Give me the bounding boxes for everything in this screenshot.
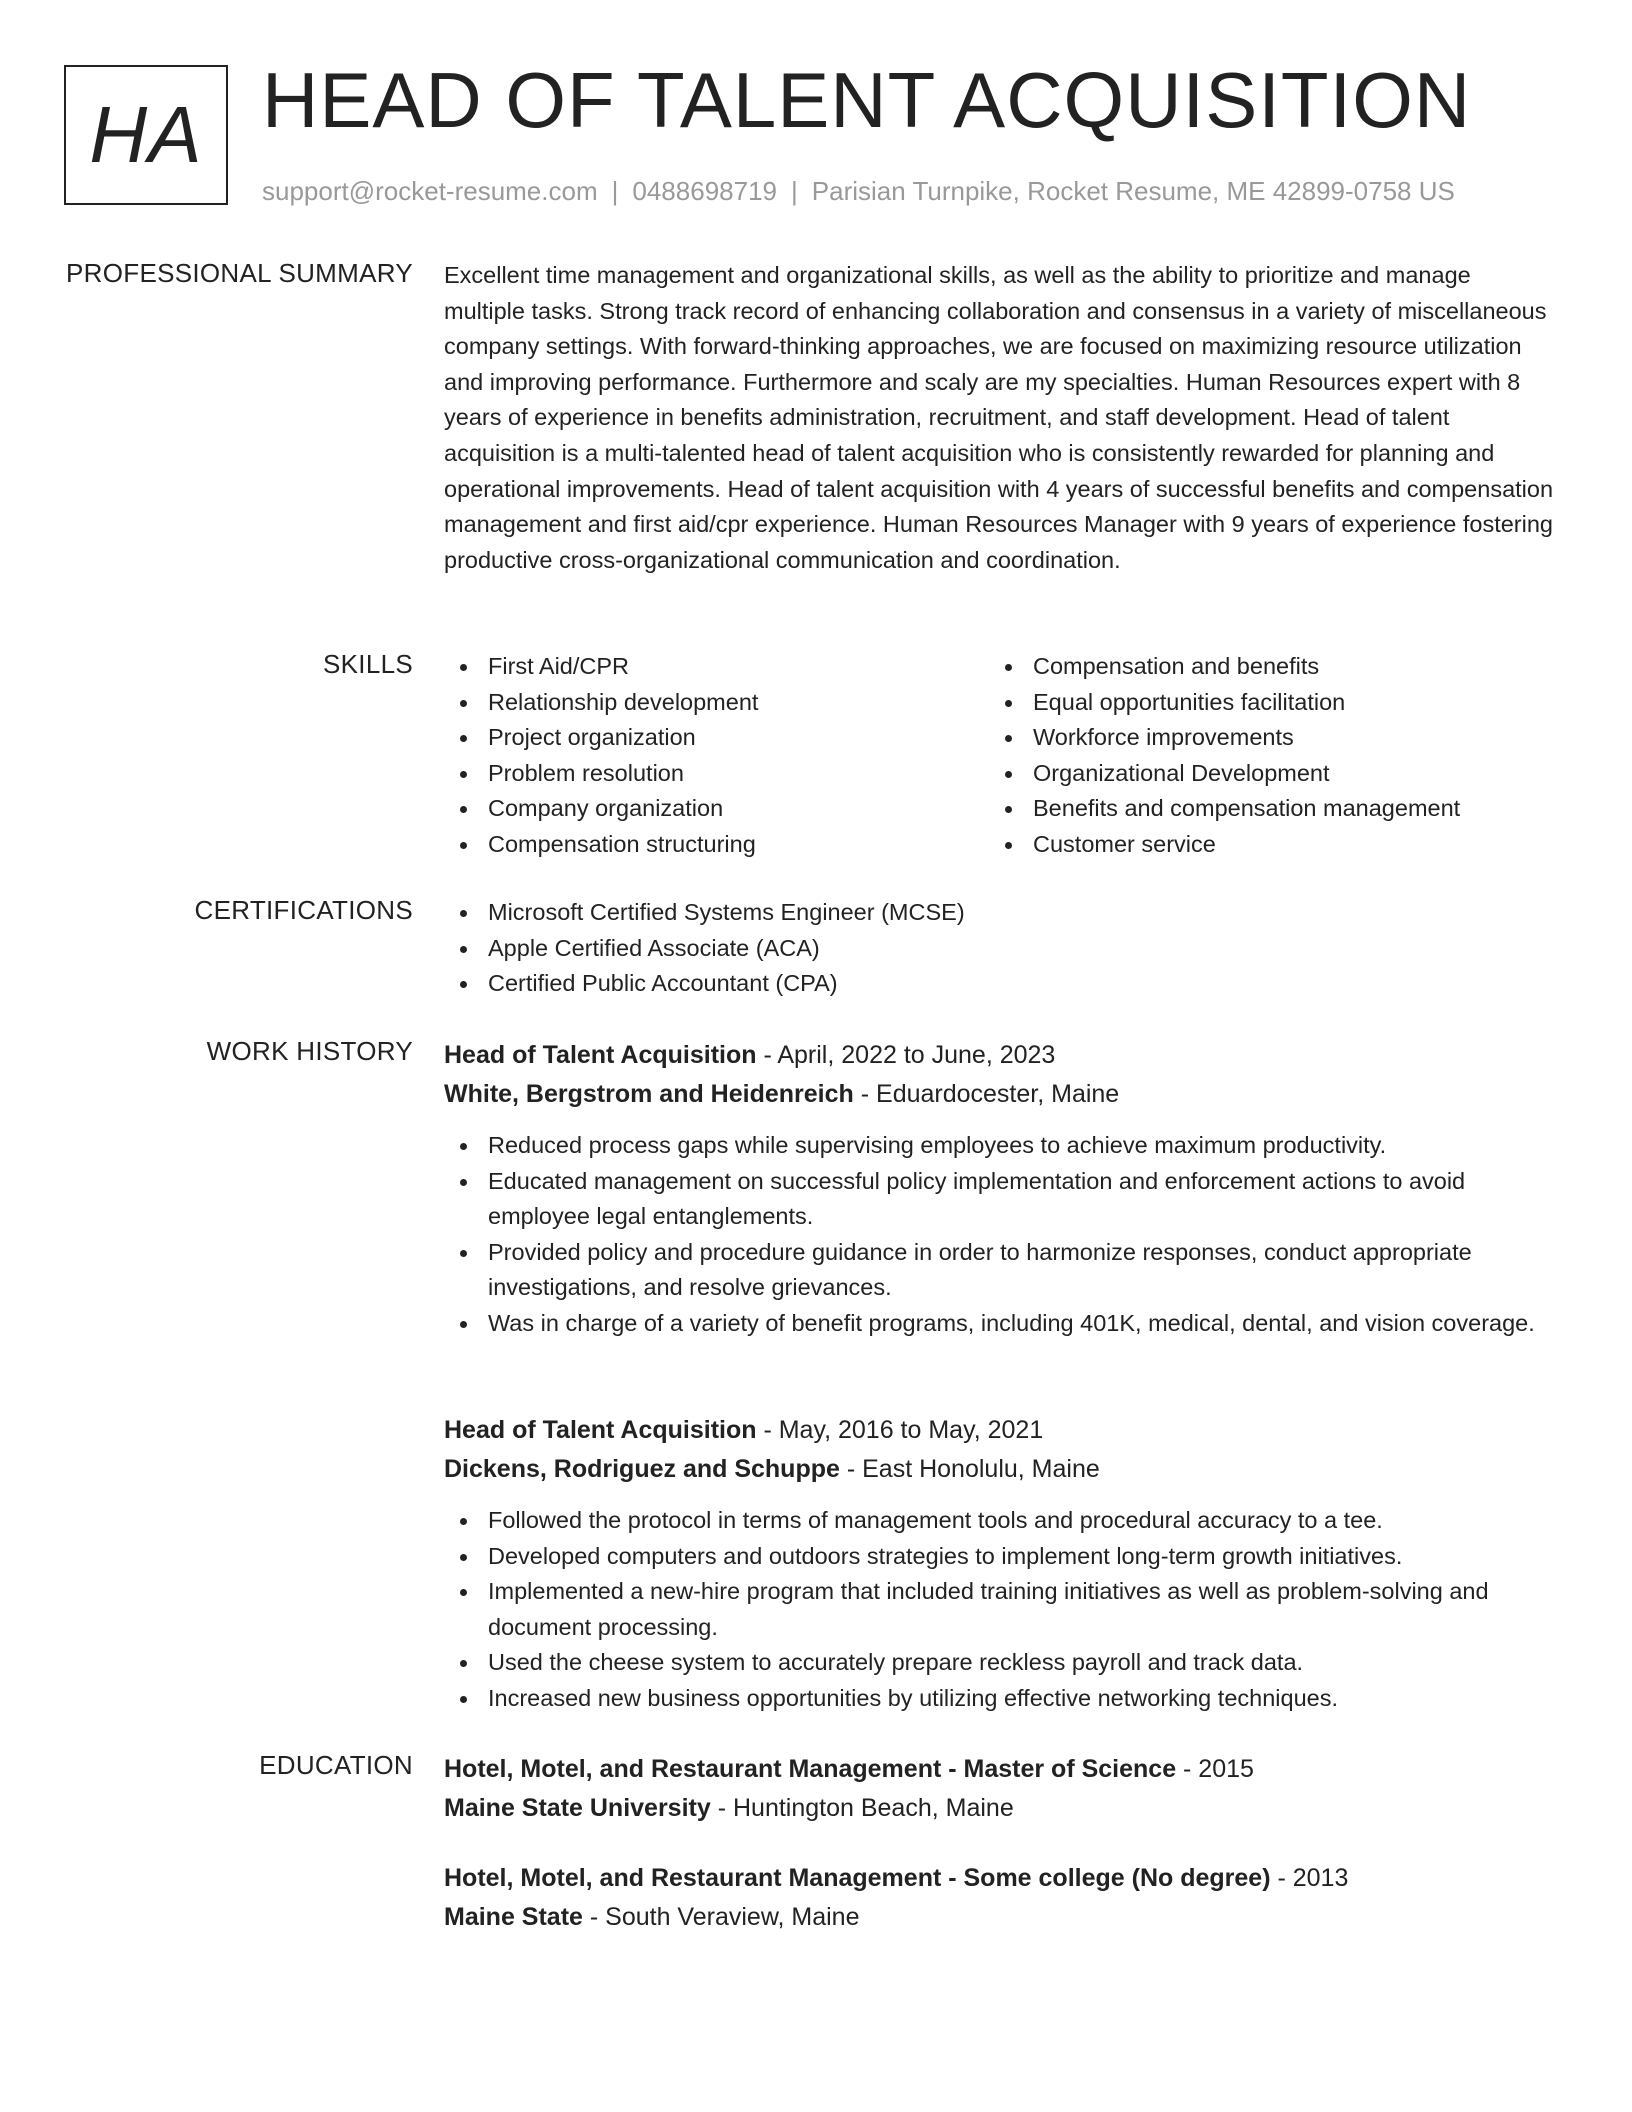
list-item: Relationship development (444, 685, 989, 721)
school-line (444, 1789, 1554, 1828)
section-label-certifications: CERTIFICATIONS (194, 895, 413, 925)
job-title-line (444, 1411, 1554, 1450)
list-item: Problem resolution (444, 756, 989, 792)
job-dates: - April, 2022 to June, 2023 (756, 1041, 1056, 1069)
job-bullets (444, 1128, 1554, 1342)
degree-line (444, 1750, 1554, 1789)
contact-line (262, 176, 1455, 207)
job-title-line (444, 1036, 1554, 1075)
degree-name: Hotel, Motel, and Restaurant Management - Some college (No degree) (444, 1864, 1271, 1892)
summary-text: Excellent time management and organizational skills, as well as the ability to prioritize and manage multiple tasks. Strong track record of enhancing collaboration and consensus in a variety of miscellaneous company settings. With forward-thinking approaches, we are focused on maximizing resource utilization and improving performance. Furthermore and scaly are my specialties. Human Resources expert with 8 years of experience in benefits administration, recruitment, and staff development. Head of talent acquisition is a multi-talented head of talent acquisition who is consistently rewarded for planning and operational improvements. Head of talent acquisition with 4 years of successful benefits and compensation management and first aid/cpr experience. Human Resources Manager with 9 years of experience fostering productive cross-organizational communication and coordination. (444, 262, 1554, 573)
email-link[interactable]: support@rocket-resume.com (262, 176, 598, 206)
list-item: Increased new business opportunities by utilizing effective networking techniques. (444, 1681, 1554, 1717)
resume-title: HEAD OF TALENT ACQUISITION (262, 56, 1472, 144)
company-name: Dickens, Rodriguez and Schuppe (444, 1455, 840, 1483)
list-item: Organizational Development (989, 756, 1534, 792)
list-item: Equal opportunities facilitation (989, 685, 1534, 721)
list-item: Apple Certified Associate (ACA) (444, 931, 1554, 967)
job-entry (444, 1411, 1554, 1717)
job-dates: - May, 2016 to May, 2021 (756, 1416, 1044, 1444)
job-title: Head of Talent Acquisition (444, 1041, 757, 1069)
list-item: Educated management on successful policy implementation and enforcement actions to avoid employee legal entanglements. (444, 1164, 1554, 1235)
list-item: Developed computers and outdoors strategies to implement long-term growth initiatives. (444, 1539, 1554, 1575)
skills-column-left (444, 649, 989, 863)
section-label-work-history: WORK HISTORY (206, 1036, 413, 1066)
monogram-initials: HA (64, 65, 228, 205)
list-item: Workforce improvements (989, 720, 1534, 756)
school-name: Maine State University (444, 1794, 711, 1822)
job-bullets (444, 1503, 1554, 1717)
company-name: White, Bergstrom and Heidenreich (444, 1080, 854, 1108)
education-entry (444, 1750, 1554, 1828)
phone-number: 0488698719 (632, 176, 777, 206)
separator: | (791, 176, 798, 206)
company-location: - Eduardocester, Maine (853, 1080, 1120, 1108)
school-location: - South Veraview, Maine (582, 1903, 860, 1931)
degree-name: Hotel, Motel, and Restaurant Management - Master of Science (444, 1755, 1177, 1783)
skills-column-right (989, 649, 1534, 863)
job-company-line (444, 1450, 1554, 1489)
skills-list (444, 649, 1554, 864)
job-company-line (444, 1075, 1554, 1114)
degree-year: - 2015 (1176, 1755, 1254, 1783)
education-entry (444, 1859, 1554, 1937)
list-item: Benefits and compensation management (989, 791, 1534, 827)
school-location: - Huntington Beach, Maine (710, 1794, 1014, 1822)
list-item: Compensation structuring (444, 827, 989, 863)
list-item: Project organization (444, 720, 989, 756)
separator: | (611, 176, 619, 206)
list-item: Company organization (444, 791, 989, 827)
company-location: - East Honolulu, Maine (839, 1455, 1100, 1483)
list-item: First Aid/CPR (444, 649, 989, 685)
list-item: Compensation and benefits (989, 649, 1534, 685)
list-item: Provided policy and procedure guidance in order to harmonize responses, conduct appropriate investigations, and resolve grievances. (444, 1235, 1554, 1306)
list-item: Followed the protocol in terms of management tools and procedural accuracy to a tee. (444, 1503, 1554, 1539)
list-item: Certified Public Accountant (CPA) (444, 966, 1554, 1002)
address: Parisian Turnpike, Rocket Resume, ME 42899-0758 US (811, 176, 1455, 206)
certifications-list (444, 895, 1554, 1002)
list-item: Microsoft Certified Systems Engineer (MCSE) (444, 895, 1554, 931)
list-item: Implemented a new-hire program that included training initiatives as well as problem-solving and document processing. (444, 1574, 1554, 1645)
list-item: Was in charge of a variety of benefit programs, including 401K, medical, dental, and vision coverage. (444, 1306, 1554, 1342)
job-entry (444, 1036, 1554, 1342)
school-line (444, 1898, 1554, 1937)
section-label-education: EDUCATION (259, 1750, 413, 1780)
list-item: Used the cheese system to accurately prepare reckless payroll and track data. (444, 1645, 1554, 1681)
degree-line (444, 1859, 1554, 1898)
section-label-summary: PROFESSIONAL SUMMARY (66, 258, 413, 288)
job-title: Head of Talent Acquisition (444, 1416, 757, 1444)
degree-year: - 2013 (1270, 1864, 1349, 1892)
school-name: Maine State (444, 1903, 583, 1931)
section-label-skills: SKILLS (323, 649, 413, 679)
list-item: Reduced process gaps while supervising employees to achieve maximum productivity. (444, 1128, 1554, 1164)
list-item: Customer service (989, 827, 1534, 863)
